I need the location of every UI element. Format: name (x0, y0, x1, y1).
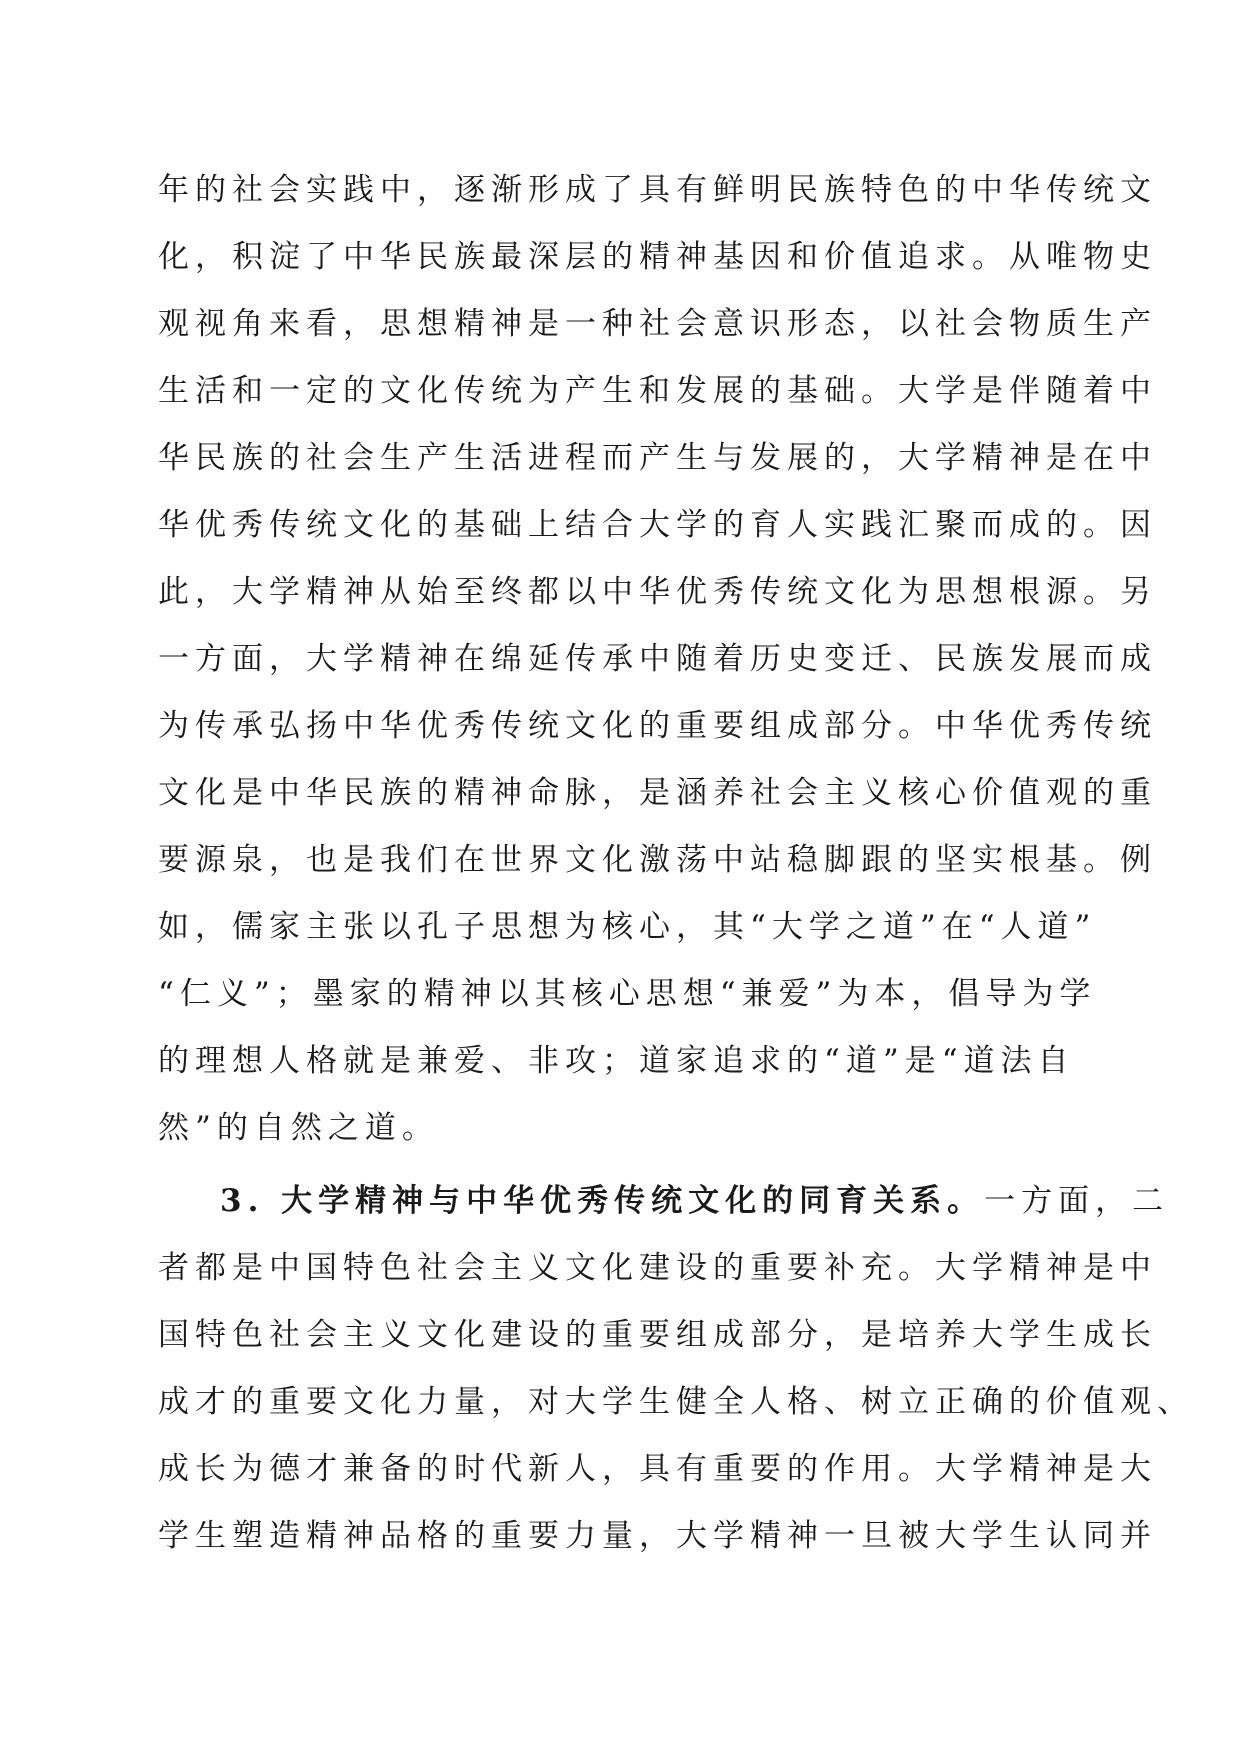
paragraph-line: 然”的自然之道。 (158, 1110, 439, 1146)
paragraph-line: 年的社会实践中，逐渐形成了具有鲜明民族特色的中华传统文 (158, 172, 1157, 208)
paragraph-line: 观视角来看，思想精神是一种社会意识形态，以社会物质生产 (158, 306, 1157, 342)
paragraph-line: 文化是中华民族的精神命脉，是涵养社会主义核心价值观的重 (158, 775, 1157, 811)
section-3-heading-continuation: 一方面，二 (984, 1183, 1170, 1219)
paragraph-line: 华民族的社会生产生活进程而产生与发展的，大学精神是在中 (158, 440, 1157, 476)
paragraph-line: 化，积淀了中华民族最深层的精神基因和价值追求。从唯物史 (158, 239, 1157, 275)
paragraph-line: 此，大学精神从始至终都以中华优秀传统文化为思想根源。另 (158, 574, 1157, 610)
paragraph-line: 成长为德才兼备的时代新人，具有重要的作用。大学精神是大 (158, 1451, 1157, 1487)
section-3-heading: 3. 大学精神与中华优秀传统文化的同育关系。 (220, 1183, 985, 1219)
paragraph-line: 为传承弘扬中华优秀传统文化的重要组成部分。中华优秀传统 (158, 708, 1157, 744)
paragraph-line: 学生塑造精神品格的重要力量，大学精神一旦被大学生认同并 (158, 1518, 1157, 1554)
paragraph-line: 要源泉，也是我们在世界文化激荡中站稳脚跟的坚实根基。例 (158, 842, 1157, 878)
paragraph-line: 成才的重要文化力量，对大学生健全人格、树立正确的价值观、 (158, 1384, 1194, 1420)
paragraph-line: 国特色社会主义文化建设的重要组成部分，是培养大学生成长 (158, 1317, 1157, 1353)
paragraph-line: “仁义”；墨家的精神以其核心思想“兼爱”为本，倡导为学 (158, 976, 1097, 1012)
paragraph-line: 如，儒家主张以孔子思想为核心，其“大学之道”在“人道” (158, 909, 1097, 945)
paragraph-line: 一方面，大学精神在绵延传承中随着历史变迁、民族发展而成 (158, 641, 1157, 677)
section-3-first-line (220, 1181, 1169, 1221)
paragraph-line: 者都是中国特色社会主义文化建设的重要补充。大学精神是中 (158, 1250, 1157, 1286)
paragraph-line: 华优秀传统文化的基础上结合大学的育人实践汇聚而成的。因 (158, 507, 1157, 543)
paragraph-line: 的理想人格就是兼爱、非攻；道家追求的“道”是“道法自 (158, 1043, 1075, 1079)
paragraph-line: 生活和一定的文化传统为产生和发展的基础。大学是伴随着中 (158, 373, 1157, 409)
